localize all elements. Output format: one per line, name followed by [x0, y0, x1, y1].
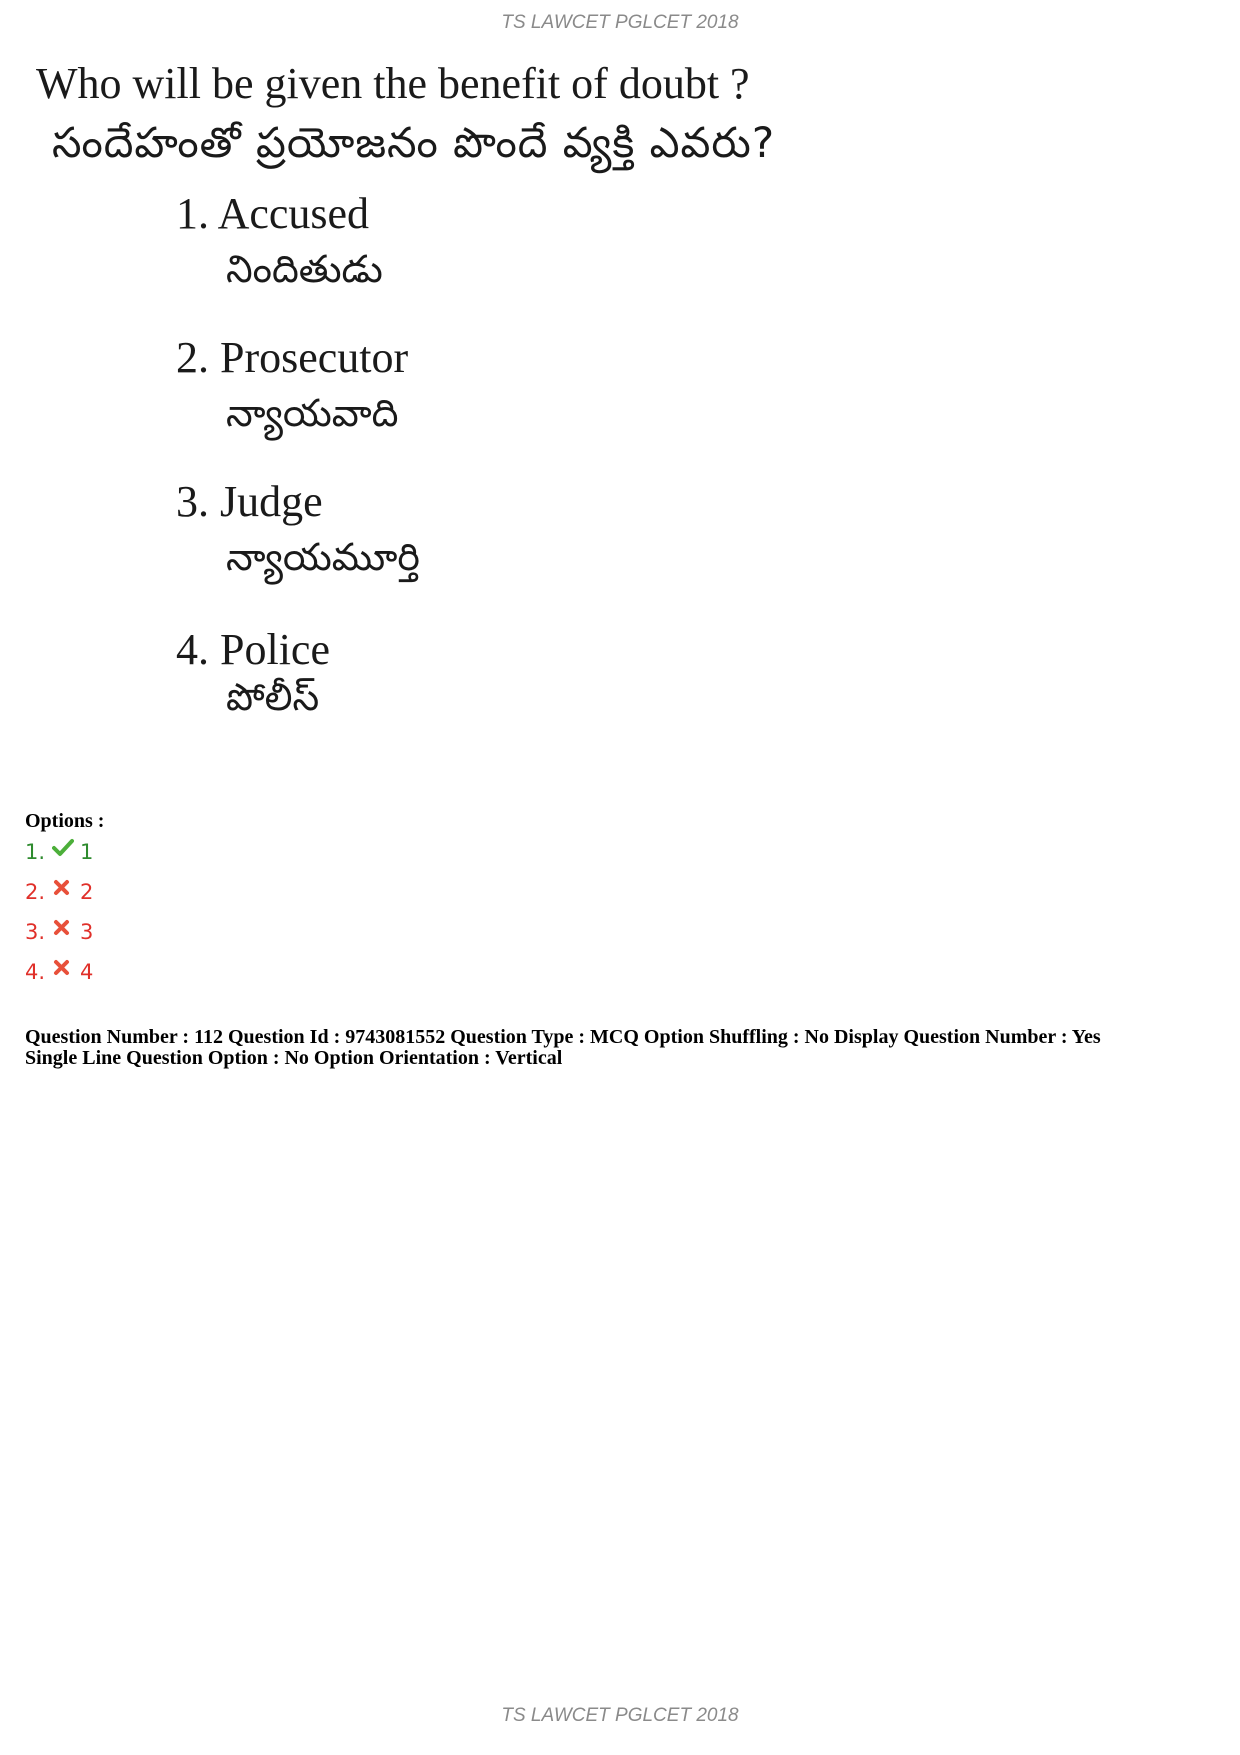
choice-2-english: 2. Prosecutor — [176, 333, 409, 382]
cross-icon — [52, 958, 80, 984]
option-value: 4 — [80, 960, 94, 984]
choice-2-telugu: న్యాయవాది — [226, 391, 399, 435]
option-number: 1. — [25, 840, 46, 864]
choice-4-english: 4. Police — [176, 625, 330, 674]
choice-1-english: 1. Accused — [176, 189, 370, 238]
choice-1 — [176, 188, 383, 301]
question-metadata — [25, 1027, 1215, 1069]
choice-3 — [176, 476, 420, 589]
choice-2 — [176, 332, 408, 445]
metadata-line-1: Question Number : 112 Question Id : 9743081552 Question Type : MCQ Option Shuffling : No Display Question Number : Yes — [25, 1026, 1101, 1048]
option-value: 1 — [80, 840, 94, 864]
option-row — [25, 878, 93, 918]
option-number: 2. — [25, 880, 46, 904]
metadata-line-2: Single Line Question Option : No Option Orientation : Vertical — [25, 1047, 563, 1069]
option-value: 2 — [80, 880, 94, 904]
cross-icon — [52, 918, 80, 944]
option-value: 3 — [80, 920, 94, 944]
option-row — [25, 918, 93, 958]
question-text-english: Who will be given the benefit of doubt ? — [36, 59, 750, 108]
choice-4 — [176, 624, 330, 729]
cross-icon — [52, 878, 80, 904]
page-header: TS LAWCET PGLCET 2018 — [501, 12, 739, 33]
question-image — [30, 58, 850, 798]
option-number: 4. — [25, 960, 46, 984]
choice-4-telugu: పోలీస్ — [226, 675, 320, 719]
question-text-telugu: సందేహంతో ప్రయోజనం పొందే వ్యక్తి ఎవరు? — [52, 118, 776, 167]
option-row — [25, 838, 93, 878]
option-list — [25, 838, 93, 998]
choice-3-telugu: న్యాయమూర్తి — [226, 535, 420, 579]
choice-1-telugu: నిందితుడు — [226, 247, 383, 291]
option-number: 3. — [25, 920, 46, 944]
check-icon — [52, 838, 80, 864]
choice-3-english: 3. Judge — [176, 477, 323, 526]
page-footer: TS LAWCET PGLCET 2018 — [501, 1705, 739, 1726]
option-row — [25, 958, 93, 998]
options-title: Options : — [25, 810, 105, 832]
